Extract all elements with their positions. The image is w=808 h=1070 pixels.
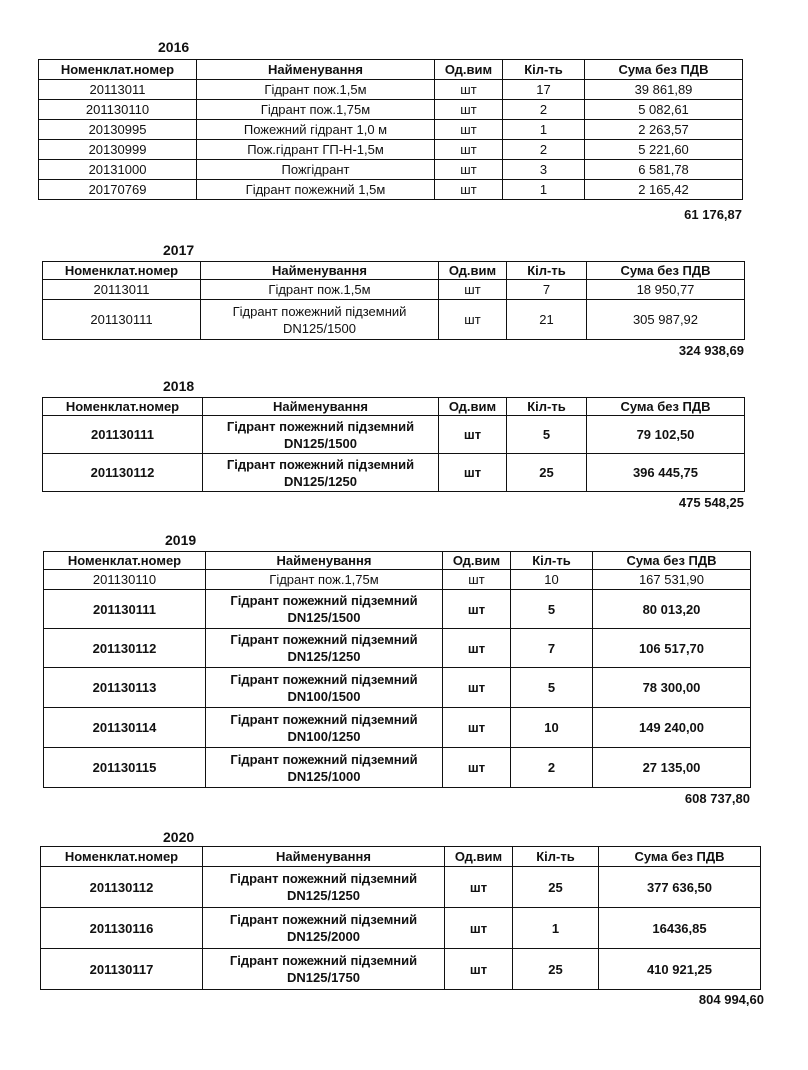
table-total-2018: 475 548,25	[678, 495, 744, 510]
cell-unit: шт	[439, 280, 507, 300]
cell-sum: 27 135,00	[593, 748, 751, 788]
cell-name: Гідрант пожежний підземний DN125/1250	[203, 867, 445, 908]
year-title-2020: 2020	[163, 829, 195, 845]
table-row	[43, 454, 745, 492]
year-title-2018: 2018	[163, 378, 195, 394]
cell-unit: шт	[443, 629, 511, 668]
cell-code: 201130115	[44, 748, 206, 788]
cell-name: Гідрант пожежний підземний DN125/1250	[203, 454, 439, 492]
table-row	[43, 300, 745, 340]
cell-sum: 305 987,92	[587, 300, 745, 340]
col-header-code: Номенклат.номер	[43, 398, 203, 416]
table-2017	[42, 261, 745, 340]
cell-unit: шт	[443, 748, 511, 788]
col-header-qty: Кіл-ть	[513, 847, 599, 867]
cell-unit: шт	[439, 416, 507, 454]
table-2018	[42, 397, 745, 492]
cell-name: Гідрант пож.1,5м	[201, 280, 439, 300]
table-row	[39, 180, 743, 200]
year-title-2017: 2017	[163, 242, 195, 258]
cell-sum: 6 581,78	[585, 160, 743, 180]
col-header-sum: Сума без ПДВ	[585, 60, 743, 80]
cell-name: Гідрант пожежний підземний DN125/1500	[206, 590, 443, 629]
table-row	[41, 867, 761, 908]
cell-qty: 25	[513, 867, 599, 908]
cell-unit: шт	[435, 160, 503, 180]
col-header-code: Номенклат.номер	[39, 60, 197, 80]
table-row	[44, 629, 751, 668]
cell-name: Гідрант пожежний підземний DN125/1250	[206, 629, 443, 668]
cell-name: Гідрант пож.1,75м	[197, 100, 435, 120]
col-header-code: Номенклат.номер	[44, 552, 206, 570]
year-title-2019: 2019	[165, 532, 197, 548]
cell-unit: шт	[443, 570, 511, 590]
col-header-unit: Од.вим	[439, 398, 507, 416]
cell-qty: 1	[503, 120, 585, 140]
cell-name: Гідрант пожежний підземний DN100/1250	[206, 708, 443, 748]
col-header-name: Найменування	[201, 262, 439, 280]
col-header-qty: Кіл-ть	[507, 262, 587, 280]
cell-qty: 1	[513, 908, 599, 949]
cell-sum: 149 240,00	[593, 708, 751, 748]
cell-sum: 410 921,25	[599, 949, 761, 990]
cell-name: Гідрант пожежний підземний DN125/1500	[201, 300, 439, 340]
cell-qty: 5	[507, 416, 587, 454]
cell-qty: 2	[503, 100, 585, 120]
cell-sum: 2 165,42	[585, 180, 743, 200]
table-2020	[40, 846, 761, 990]
table-row	[39, 120, 743, 140]
cell-unit: шт	[435, 180, 503, 200]
cell-qty: 7	[507, 280, 587, 300]
table-row	[44, 708, 751, 748]
cell-name: Гідрант пожежний підземний DN125/1500	[203, 416, 439, 454]
col-header-sum: Сума без ПДВ	[587, 262, 745, 280]
cell-unit: шт	[443, 668, 511, 708]
cell-unit: шт	[443, 590, 511, 629]
cell-qty: 21	[507, 300, 587, 340]
cell-name: Гідрант пож.1,5м	[197, 80, 435, 100]
cell-code: 201130111	[43, 300, 201, 340]
cell-qty: 25	[513, 949, 599, 990]
cell-sum: 106 517,70	[593, 629, 751, 668]
cell-qty: 2	[511, 748, 593, 788]
col-header-qty: Кіл-ть	[507, 398, 587, 416]
cell-sum: 2 263,57	[585, 120, 743, 140]
cell-qty: 5	[511, 590, 593, 629]
cell-code: 201130111	[44, 590, 206, 629]
cell-code: 20113011	[39, 80, 197, 100]
cell-name: Гідрант пожежний підземний DN100/1500	[206, 668, 443, 708]
cell-code: 20131000	[39, 160, 197, 180]
cell-sum: 18 950,77	[587, 280, 745, 300]
cell-code: 201130114	[44, 708, 206, 748]
cell-name: Пожгідрант	[197, 160, 435, 180]
col-header-sum: Сума без ПДВ	[587, 398, 745, 416]
cell-name: Пож.гідрант ГП-Н-1,5м	[197, 140, 435, 160]
cell-code: 201130116	[41, 908, 203, 949]
table-row	[43, 416, 745, 454]
col-header-qty: Кіл-ть	[511, 552, 593, 570]
table-total-2017: 324 938,69	[678, 343, 744, 358]
col-header-unit: Од.вим	[435, 60, 503, 80]
cell-code: 201130110	[44, 570, 206, 590]
cell-unit: шт	[439, 300, 507, 340]
table-2019	[43, 551, 751, 788]
col-header-name: Найменування	[197, 60, 435, 80]
cell-qty: 10	[511, 708, 593, 748]
table-row	[43, 280, 745, 300]
col-header-unit: Од.вим	[439, 262, 507, 280]
cell-sum: 5 221,60	[585, 140, 743, 160]
table-row	[44, 570, 751, 590]
cell-sum: 16436,85	[599, 908, 761, 949]
cell-code: 201130112	[44, 629, 206, 668]
cell-sum: 79 102,50	[587, 416, 745, 454]
cell-name: Гідрант пожежний підземний DN125/1000	[206, 748, 443, 788]
cell-sum: 377 636,50	[599, 867, 761, 908]
cell-unit: шт	[445, 949, 513, 990]
cell-qty: 10	[511, 570, 593, 590]
cell-sum: 80 013,20	[593, 590, 751, 629]
cell-unit: шт	[435, 140, 503, 160]
cell-code: 201130110	[39, 100, 197, 120]
cell-code: 201130112	[41, 867, 203, 908]
cell-unit: шт	[445, 908, 513, 949]
cell-unit: шт	[435, 100, 503, 120]
table-2016	[38, 59, 743, 200]
col-header-name: Найменування	[203, 398, 439, 416]
cell-sum: 167 531,90	[593, 570, 751, 590]
cell-qty: 2	[503, 140, 585, 160]
cell-qty: 25	[507, 454, 587, 492]
cell-name: Гідрант пож.1,75м	[206, 570, 443, 590]
table-total-2016: 61 176,87	[684, 207, 742, 222]
cell-code: 201130113	[44, 668, 206, 708]
cell-name: Гідрант пожежний підземний DN125/1750	[203, 949, 445, 990]
cell-qty: 3	[503, 160, 585, 180]
col-header-sum: Сума без ПДВ	[599, 847, 761, 867]
cell-unit: шт	[443, 708, 511, 748]
col-header-code: Номенклат.номер	[41, 847, 203, 867]
cell-unit: шт	[439, 454, 507, 492]
cell-unit: шт	[445, 867, 513, 908]
cell-code: 201130112	[43, 454, 203, 492]
cell-unit: шт	[435, 120, 503, 140]
col-header-name: Найменування	[203, 847, 445, 867]
table-row	[44, 668, 751, 708]
col-header-unit: Од.вим	[445, 847, 513, 867]
cell-code: 20113011	[43, 280, 201, 300]
table-total-2020: 804 994,60	[698, 992, 764, 1007]
cell-qty: 17	[503, 80, 585, 100]
cell-qty: 5	[511, 668, 593, 708]
cell-sum: 39 861,89	[585, 80, 743, 100]
table-row	[41, 908, 761, 949]
table-row	[41, 949, 761, 990]
cell-sum: 78 300,00	[593, 668, 751, 708]
year-title-2016: 2016	[158, 39, 190, 55]
col-header-code: Номенклат.номер	[43, 262, 201, 280]
cell-unit: шт	[435, 80, 503, 100]
cell-code: 20170769	[39, 180, 197, 200]
cell-code: 20130999	[39, 140, 197, 160]
col-header-name: Найменування	[206, 552, 443, 570]
cell-qty: 7	[511, 629, 593, 668]
table-total-2019: 608 737,80	[684, 791, 750, 806]
table-row	[39, 100, 743, 120]
cell-code: 20130995	[39, 120, 197, 140]
cell-code: 201130117	[41, 949, 203, 990]
table-row	[39, 140, 743, 160]
cell-sum: 396 445,75	[587, 454, 745, 492]
cell-name: Гідрант пожежний підземний DN125/2000	[203, 908, 445, 949]
cell-sum: 5 082,61	[585, 100, 743, 120]
table-row	[39, 160, 743, 180]
table-row	[44, 748, 751, 788]
cell-name: Гідрант пожежний 1,5м	[197, 180, 435, 200]
col-header-sum: Сума без ПДВ	[593, 552, 751, 570]
table-row	[44, 590, 751, 629]
cell-qty: 1	[503, 180, 585, 200]
col-header-qty: Кіл-ть	[503, 60, 585, 80]
table-row	[39, 80, 743, 100]
cell-code: 201130111	[43, 416, 203, 454]
col-header-unit: Од.вим	[443, 552, 511, 570]
cell-name: Пожежний гідрант 1,0 м	[197, 120, 435, 140]
